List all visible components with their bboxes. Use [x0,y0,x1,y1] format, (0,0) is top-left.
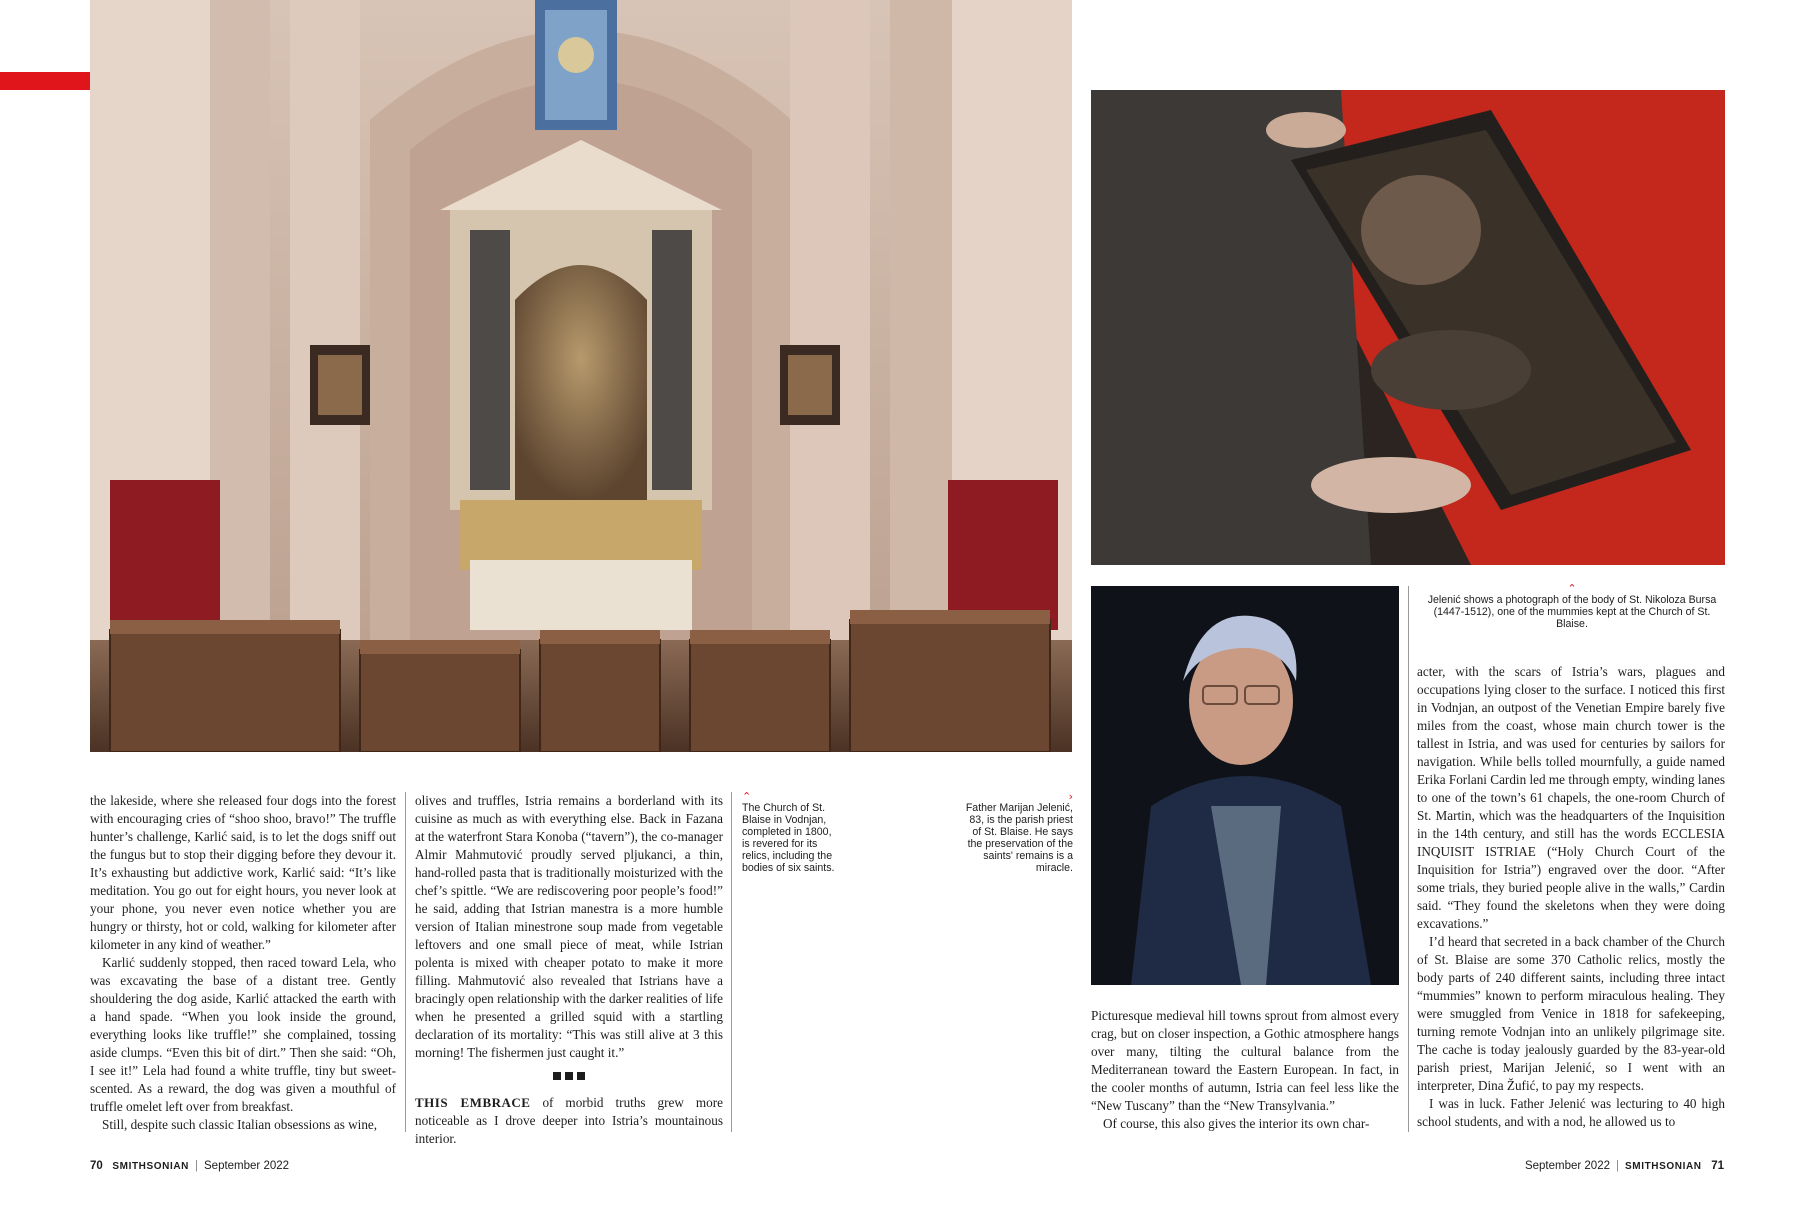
paragraph: the lakeside, where she released four dogs into the forest with encouraging cries of “shoo shoo, bravo!” The truffle hunter’s challenge, Karlić said, is to let the dogs sniff out the fungus but to stop their digging before they devour it. It’s exhausting but addictive work, Karlić said: “It’s like meditation. You go out for eight hours, you never look at your phone, you never even notice whether you are hungry or thirsty, hot or cold, walking for kilometer after kilometer in any kind of weather.” [90,793,396,952]
church-caption-text: The Church of St. Blaise in Vodnjan, completed in 1800, is revered for its relics, including the bodies of six saints. [742,802,835,874]
section-lead-text: of morbid truths grew more noticeable as I drove deeper into Istria’s mountainous interior. [415,1095,723,1146]
section-lead-in: THIS EMBRACE [415,1095,531,1110]
issue-date: September 2022 [1524,1160,1610,1172]
paragraph: I’d heard that secreted in a back chamber of the Church of St. Blaise are some 370 Catholic relics, mostly the body parts of 240 different saints, including three intact “mummies” known to perform miraculous healing. They were smuggled from Venice in 1818 for safekeeping, turning remote Vodnjan into an unlikely pilgrimage site. The cache is today jealously guarded by the 83-year-old parish priest, Marijan Jelenić, so I went with an interpreter, Dina Žufić, to pay my respects. [1417,934,1725,1093]
paragraph: olives and truffles, Istria remains a borderland with its cuisine as much as with everything else. Back in Fazana at the waterfront Stara Konoba (“tavern”), the co-manager Almir Mahmutović proudly served pljukanci, a thin, hand-rolled pasta that is traditionally moisturized with the chef’s spittle. “We are rediscovering poor people’s food!” he said, adding that Istrian manestra is a more humble version of Italian minestrone soup made from vegetable leftovers and one small piece of meat, while Istrian polenta is mixed with cheaper potato to make it more filling. Mahmutović also revealed that Istrians have a bracingly open relationship with the darker realities of life when he presented a grilled squid with a startling declaration of its mortality: “This was still alive at 3 this morning! The fishermen just caught it.” [415,793,723,1060]
folio-separator: | [1616,1160,1619,1172]
book-photo [1091,90,1725,565]
folio-separator: | [195,1160,198,1172]
column-rule [1408,586,1409,1132]
section-lead-paragraph [415,1094,723,1148]
book-caption [1418,584,1726,630]
section-break-dingbat [415,1068,723,1086]
priest-caption-text: Father Marijan Jelenić, 83, is the parish priest of St. Blaise. He says the preservation of the saints' remains is a miracle. [965,802,1073,874]
church-caption [742,792,837,874]
magazine-name: SMITHSONIAN [112,1161,189,1172]
column-rule [731,792,732,1132]
paragraph: Picturesque medieval hill towns sprout from almost every crag, but on closer inspection, a Gothic atmosphere hangs over many, tilting the cultural balance from the Mediterranean toward the Eastern European. In fact, in the cooler months of autumn, Istria can feel less like the “New Tuscany” than the “New Transylvania.” [1091,1008,1399,1113]
article-column-2 [415,792,723,1148]
paragraph: Karlić suddenly stopped, then raced toward Lela, who was excavating the base of a distant tree. Gently shouldering the dog aside, Karlić attacked the earth with a hand spade. “When you look inside the ground, everything looks like truffle!” she complained, tossing aside clumps. “Even this bit of dirt.” Then she said: “Oh, I see it!” Lela had found a white truffle, tiny but sweet-scented. As a reward, the dog was given a mouthful of truffle omelet left over from breakfast. [90,955,396,1114]
paragraph: Of course, this also gives the interior its own char- [1103,1116,1370,1131]
article-column-3 [1091,1007,1399,1133]
page-number: 70 [90,1160,103,1172]
magazine-name: SMITHSONIAN [1625,1161,1702,1172]
right-page-folio [1525,1160,1724,1172]
page-number: 71 [1711,1160,1724,1172]
left-page-folio [90,1160,289,1172]
church-interior-photo [90,0,1072,752]
article-column-1 [90,792,396,1134]
book-caption-text: Jelenić shows a photograph of the body of St. Nikoloza Bursa (1447-1512), one of the mummies kept at the Church of St. Blaise. [1427,594,1717,630]
priest-caption [965,792,1073,874]
paragraph: I was in luck. Father Jelenić was lecturing to 40 high school students, and with a nod, he allowed us to [1417,1096,1725,1129]
priest-portrait-photo [1091,586,1399,985]
issue-date: September 2022 [204,1160,290,1172]
column-rule [405,792,406,1132]
caption-up-arrow-icon: ⌃ [742,790,752,803]
paragraph: Still, despite such classic Italian obsessions as wine, [102,1117,378,1132]
article-column-4 [1417,663,1725,1131]
paragraph: acter, with the scars of Istria’s wars, plagues and occupations lying closer to the surface. I noticed this first in Vodnjan, an outpost of the Venetian Empire barely five miles from the coast, whose main church tower is the tallest in Istria, and was used for centuries by sailors for navigation. While bells tolled mournfully, a guide named Erika Forlani Cardin led me through empty, winding lanes to one of the town’s 61 chapels, the one-room Church of St. Martin, which was the headquarters of the Inquisition in the 14th century, and still has the words ECCLESIA INQUISIT ISTRIAE (“Holy Church Court of the Inquisition for Istria”) engraved over the door. “After some trials, they buried people alive in the walls,” Cardin said. “They found the skeletons when they were doing excavations.” [1417,664,1725,931]
caption-up-arrow-icon: ⌃ [1567,582,1577,595]
caption-right-arrow-icon: › [1068,790,1073,803]
